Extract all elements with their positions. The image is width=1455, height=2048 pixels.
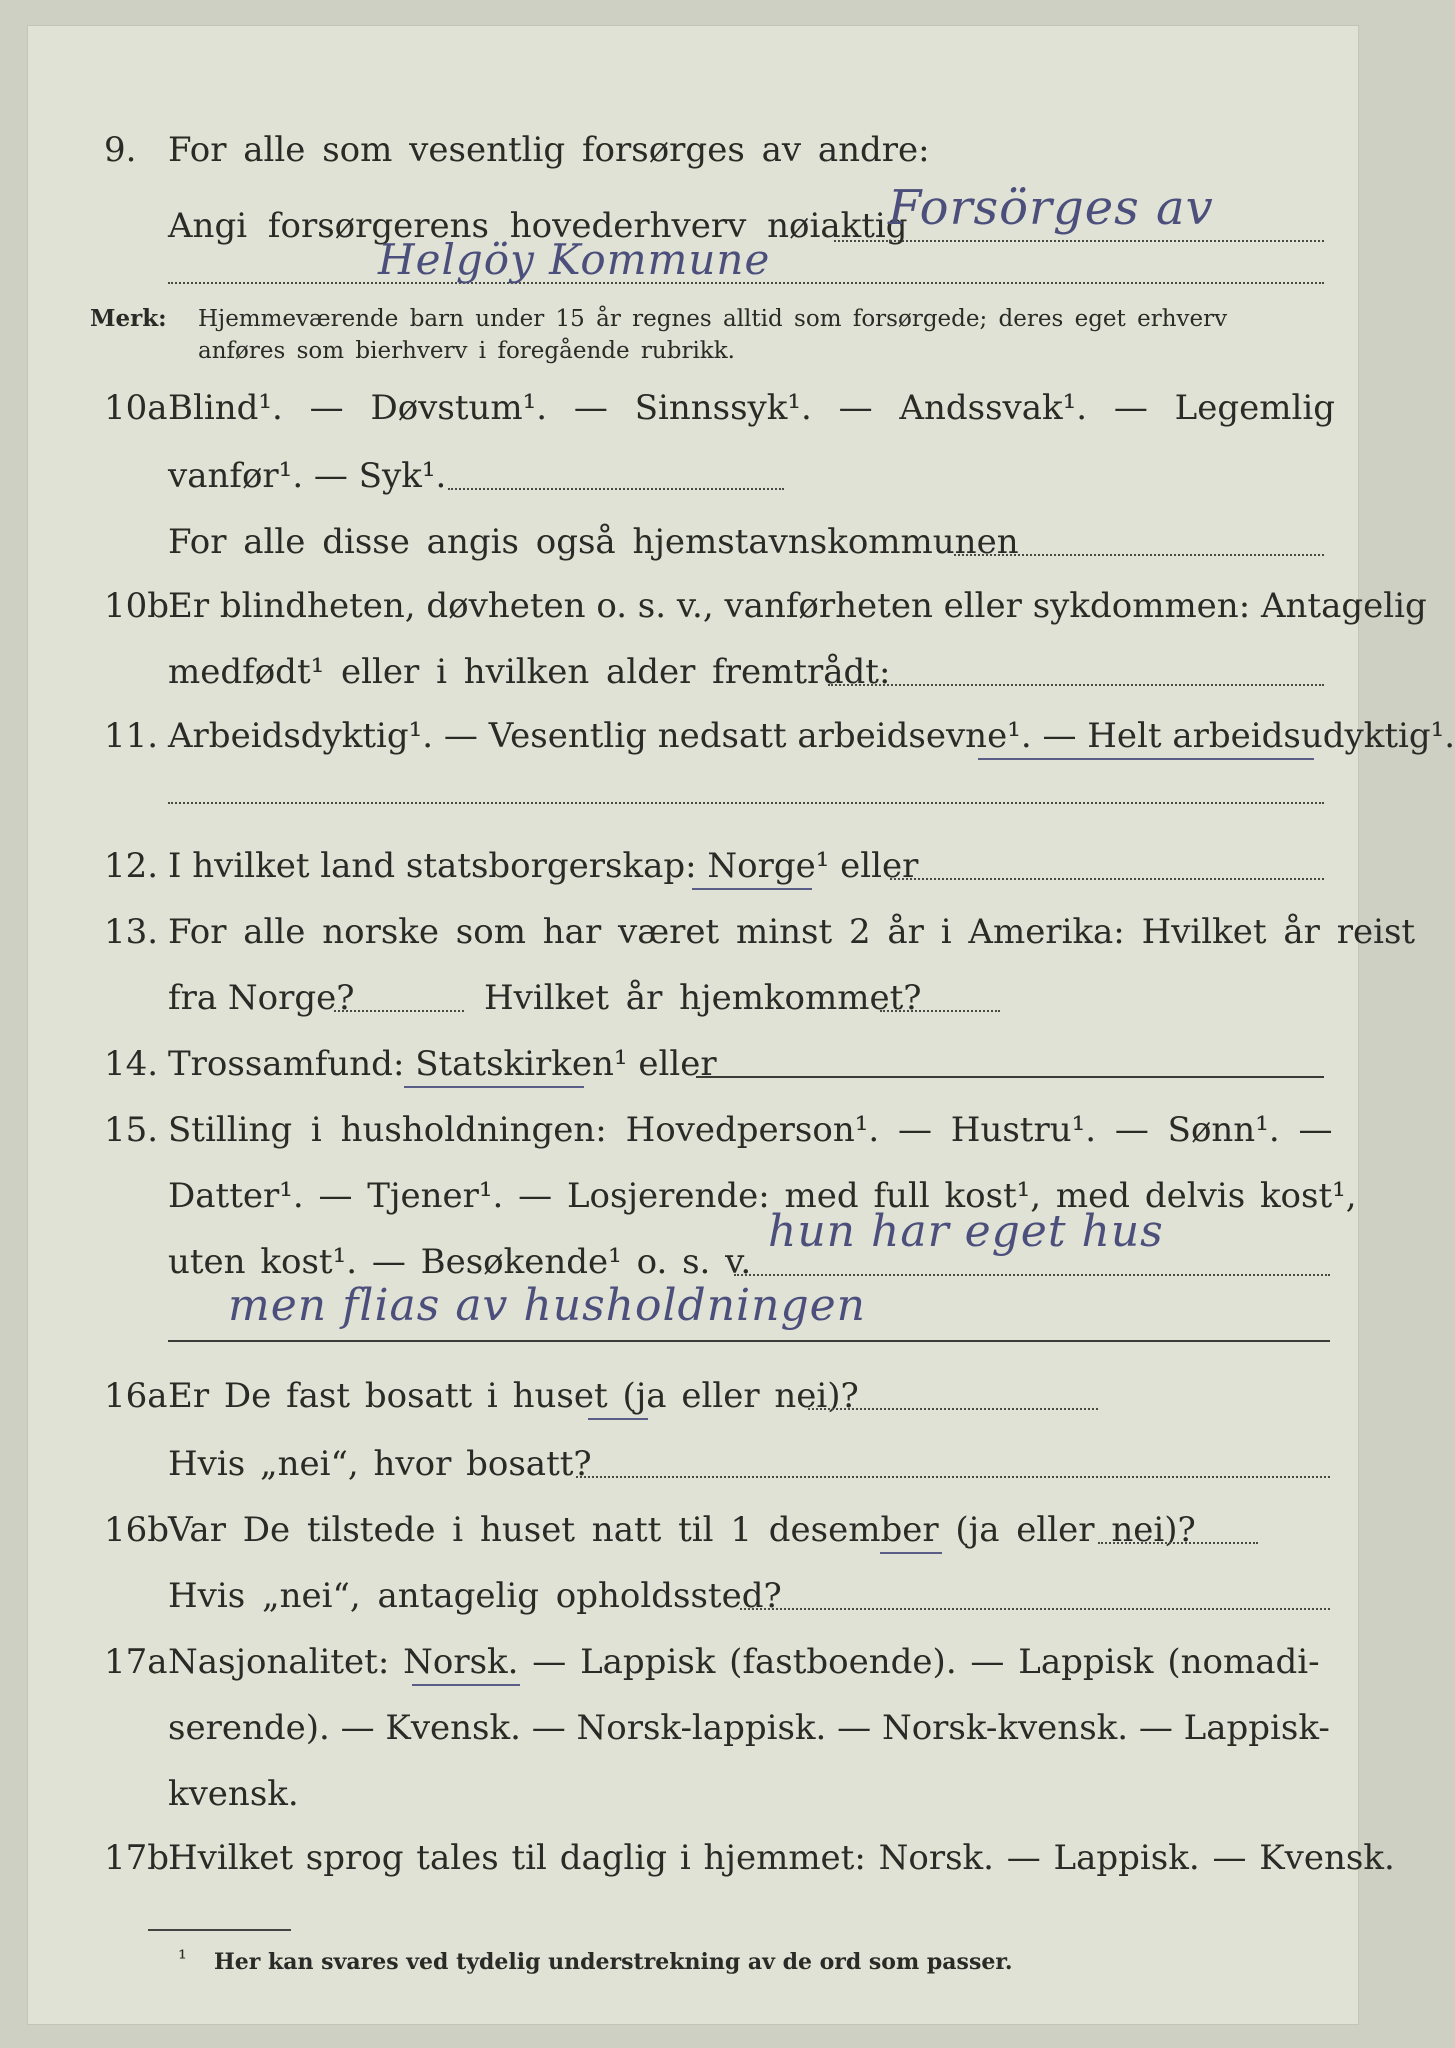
q13-line2b: Hvilket år hjemkommet? xyxy=(484,978,922,1018)
q17a-number: 17a xyxy=(104,1642,168,1682)
q17b-line1: Hvilket sprog tales til daglig i hjemmet: Norsk. — Lappisk. — Kvensk. xyxy=(168,1838,1395,1878)
q15-number: 15. xyxy=(104,1110,159,1150)
q12-line1 xyxy=(168,846,918,886)
q16a-text: Er De fast bosatt i huset ( xyxy=(168,1376,636,1416)
q15-answer-line1 xyxy=(734,1274,1330,1276)
q16a-number: 16a xyxy=(104,1376,168,1416)
q17a-line3: kvensk. xyxy=(168,1774,299,1814)
q16b-answer-line xyxy=(1098,1542,1258,1544)
q15-line1: Stilling i husholdningen: Hovedperson¹. — Hustru¹. — Sønn¹. — xyxy=(168,1110,1333,1150)
q13-line1: For alle norske som har været minst 2 år i Amerika: Hvilket år reist xyxy=(168,912,1416,952)
q14-text: Trossamfund: xyxy=(168,1044,416,1084)
q15-handwritten-answer2: men flias av husholdningen xyxy=(228,1280,867,1331)
q10a-syk-line xyxy=(448,488,784,490)
census-form-page xyxy=(28,26,1455,2024)
q16b-line1 xyxy=(168,1510,1196,1550)
q10a-line3: For alle disse angis også hjemstavnskommunen xyxy=(168,522,1019,562)
q13-reist-line xyxy=(334,1010,464,1012)
q16a-selected-ja: ja xyxy=(635,1376,667,1416)
q16b-text-end: eller nei)? xyxy=(999,1510,1196,1550)
footnote-rule xyxy=(148,1929,291,1931)
q13-hjemkommet-line xyxy=(880,1010,1000,1012)
q9-handwritten-answer2: Helgöy Kommune xyxy=(378,235,771,284)
q10a-number: 10a xyxy=(104,388,168,428)
q10b-line2: medfødt¹ eller i hvilken alder fremtrådt: xyxy=(168,652,891,692)
q16a-line2: Hvis „nei“, hvor bosatt? xyxy=(168,1444,592,1484)
merk-label: Merk: xyxy=(90,305,167,332)
q10a-line2: vanfør¹. — Syk¹. xyxy=(168,456,447,496)
merk-line2: anføres som bierhverv i foregående rubrikk. xyxy=(198,338,735,364)
q15-line3: uten kost¹. — Besøkende¹ o. s. v. xyxy=(168,1242,752,1282)
q14-eller: eller xyxy=(627,1044,717,1084)
q15-handwritten-answer1: hun har eget hus xyxy=(768,1206,1164,1257)
q17a-line1 xyxy=(168,1642,1320,1682)
q17a-selected-norsk: Norsk. xyxy=(403,1642,519,1682)
q9-line2: Angi forsørgerens hovederhverv nøiaktig xyxy=(168,206,908,246)
q11-selected-option: Helt arbeidsudyktig¹. xyxy=(1087,716,1455,756)
q10b-line1: Er blindheten, døvheten o. s. v., vanførheten eller sykdommen: Antagelig xyxy=(168,586,1427,626)
q11-options: Arbeidsdyktig¹. — Vesentlig nedsatt arbeidsevne¹. — xyxy=(168,716,1088,756)
merk-line1: Hjemmeværende barn under 15 år regnes alltid som forsørgede; deres eget erhverv xyxy=(198,306,1228,332)
q10b-number: 10b xyxy=(104,586,170,626)
q16b-underline xyxy=(880,1552,942,1554)
q14-number: 14. xyxy=(104,1044,159,1084)
q16b-opholdssted-line xyxy=(740,1608,1330,1610)
q12-eller: eller xyxy=(829,846,919,886)
q16a-bosatt-line xyxy=(576,1476,1330,1478)
q11-number: 11. xyxy=(104,716,159,756)
q15-answer-line2 xyxy=(168,1340,1330,1342)
q12-number: 12. xyxy=(104,846,159,886)
q10a-hjemstavn-line xyxy=(954,554,1324,556)
q16b-text: Var De tilstede i huset natt til 1 desember ( xyxy=(168,1510,969,1550)
q10b-alder-line xyxy=(828,684,1324,686)
q14-selected-statskirken: Statskirken¹ xyxy=(415,1044,628,1084)
q13-line2a: fra Norge? xyxy=(168,978,355,1018)
q9-line1: For alle som vesentlig forsørges av andre: xyxy=(168,130,930,170)
q17a-line2: serende). — Kvensk. — Norsk-lappisk. — Norsk-kvensk. — Lappisk- xyxy=(168,1708,1330,1748)
q9-number: 9. xyxy=(104,130,137,170)
q14-answer-line xyxy=(696,1076,1324,1078)
q12-answer-line xyxy=(890,878,1324,880)
q12-underline xyxy=(692,888,812,890)
q16b-selected-ja: ja xyxy=(968,1510,1000,1550)
q11-answer-line xyxy=(168,802,1324,804)
q17b-number: 17b xyxy=(104,1838,170,1878)
q13-number: 13. xyxy=(104,912,159,952)
q16b-number: 16b xyxy=(104,1510,170,1550)
q17a-options: — Lappisk (fastboende). — Lappisk (nomadi- xyxy=(518,1642,1320,1682)
q17a-underline xyxy=(412,1684,520,1686)
q16b-line2: Hvis „nei“, antagelig opholdssted? xyxy=(168,1576,782,1616)
q12-text: I hvilket land statsborgerskap: xyxy=(168,846,708,886)
q16a-underline xyxy=(588,1418,648,1420)
q11-line1 xyxy=(168,716,1455,756)
q16a-text-end: eller nei)? xyxy=(666,1376,859,1416)
q16a-line1 xyxy=(168,1376,859,1416)
q17a-text: Nasjonalitet: xyxy=(168,1642,404,1682)
q11-underline xyxy=(978,758,1314,760)
q9-answer-line1 xyxy=(834,240,1324,242)
q14-underline xyxy=(404,1086,584,1088)
footnote-text: Her kan svares ved tydelig understrekning av de ord som passer. xyxy=(214,1949,1013,1975)
q9-handwritten-answer1: Forsörges av xyxy=(888,180,1214,236)
q16a-answer-line xyxy=(808,1408,1098,1410)
q15-line2: Datter¹. — Tjener¹. — Losjerende: med full kost¹, med delvis kost¹, xyxy=(168,1176,1357,1216)
q14-line1 xyxy=(168,1044,717,1084)
footnote-mark: ¹ xyxy=(178,1947,187,1972)
q12-selected-norge: Norge¹ xyxy=(707,846,830,886)
q10a-line1: Blind¹. — Døvstum¹. — Sinnssyk¹. — Andssvak¹. — Legemlig xyxy=(168,388,1335,428)
